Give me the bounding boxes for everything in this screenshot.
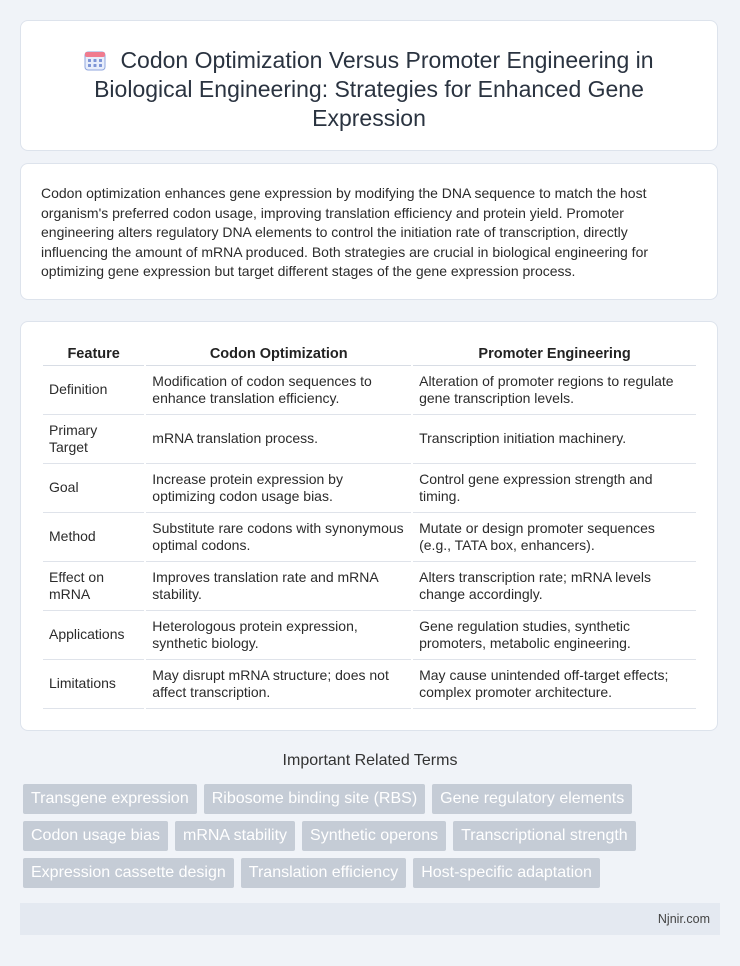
codon-cell: mRNA translation process. (146, 415, 411, 464)
feature-cell: Effect on mRNA (43, 562, 144, 611)
feature-cell: Method (43, 513, 144, 562)
related-term-tag[interactable]: Synthetic operons (302, 821, 446, 851)
table-row (43, 513, 696, 562)
table-header-row (43, 342, 696, 366)
feature-cell: Applications (43, 611, 144, 660)
table-row (43, 464, 696, 513)
header-codon-optimization: Codon Optimization (146, 342, 411, 366)
comparison-table (41, 342, 698, 709)
promoter-cell: Gene regulation studies, synthetic promoters, metabolic engineering. (413, 611, 696, 660)
feature-cell: Definition (43, 366, 144, 415)
feature-cell: Goal (43, 464, 144, 513)
table-row (43, 562, 696, 611)
related-terms-list (23, 784, 723, 888)
related-term-tag[interactable]: Ribosome binding site (RBS) (204, 784, 425, 814)
comparison-card (20, 321, 718, 731)
table-row (43, 660, 696, 709)
footer (20, 903, 720, 935)
page-title-text: Codon Optimization Versus Promoter Engineering in Biological Engineering: Strategies for Enhanced Gene Expression (94, 47, 654, 131)
promoter-cell: May cause unintended off-target effects; complex promoter architecture. (413, 660, 696, 709)
codon-cell: Substitute rare codons with synonymous optimal codons. (146, 513, 411, 562)
table-row (43, 415, 696, 464)
table-row (43, 366, 696, 415)
related-term-tag[interactable]: Expression cassette design (23, 858, 234, 888)
related-term-tag[interactable]: mRNA stability (175, 821, 295, 851)
codon-cell: Increase protein expression by optimizing codon usage bias. (146, 464, 411, 513)
page-title (21, 21, 717, 133)
calendar-icon (84, 49, 106, 71)
related-terms-heading: Important Related Terms (282, 752, 458, 769)
promoter-cell: Alteration of promoter regions to regulate gene transcription levels. (413, 366, 696, 415)
header-feature: Feature (43, 342, 144, 366)
codon-cell: Heterologous protein expression, synthetic biology. (146, 611, 411, 660)
feature-cell: Limitations (43, 660, 144, 709)
intro-card (20, 163, 718, 300)
intro-paragraph: Codon optimization enhances gene expression by modifying the DNA sequence to match the host organism's preferred codon usage, improving translation efficiency and protein yield. Promoter engineering alters regulatory DNA elements to control the initiation rate of transcription, directly influencing the amount of mRNA produced. Both strategies are crucial in biological engineering for optimizing gene expression but target different stages of the gene expression process. (41, 185, 649, 279)
codon-cell: Modification of codon sequences to enhance translation efficiency. (146, 366, 411, 415)
promoter-cell: Control gene expression strength and timing. (413, 464, 696, 513)
related-term-tag[interactable]: Transgene expression (23, 784, 197, 814)
codon-cell: May disrupt mRNA structure; does not affect transcription. (146, 660, 411, 709)
related-term-tag[interactable]: Transcriptional strength (453, 821, 636, 851)
codon-cell: Improves translation rate and mRNA stability. (146, 562, 411, 611)
related-term-tag[interactable]: Gene regulatory elements (432, 784, 632, 814)
related-term-tag[interactable]: Host-specific adaptation (413, 858, 600, 888)
table-row (43, 611, 696, 660)
title-card (20, 20, 718, 151)
promoter-cell: Mutate or design promoter sequences (e.g., TATA box, enhancers). (413, 513, 696, 562)
related-term-tag[interactable]: Codon usage bias (23, 821, 168, 851)
header-promoter-engineering: Promoter Engineering (413, 342, 696, 366)
related-term-tag[interactable]: Translation efficiency (241, 858, 406, 888)
promoter-cell: Alters transcription rate; mRNA levels change accordingly. (413, 562, 696, 611)
feature-cell: Primary Target (43, 415, 144, 464)
footer-site-name[interactable]: Njnir.com (657, 912, 710, 926)
promoter-cell: Transcription initiation machinery. (413, 415, 696, 464)
